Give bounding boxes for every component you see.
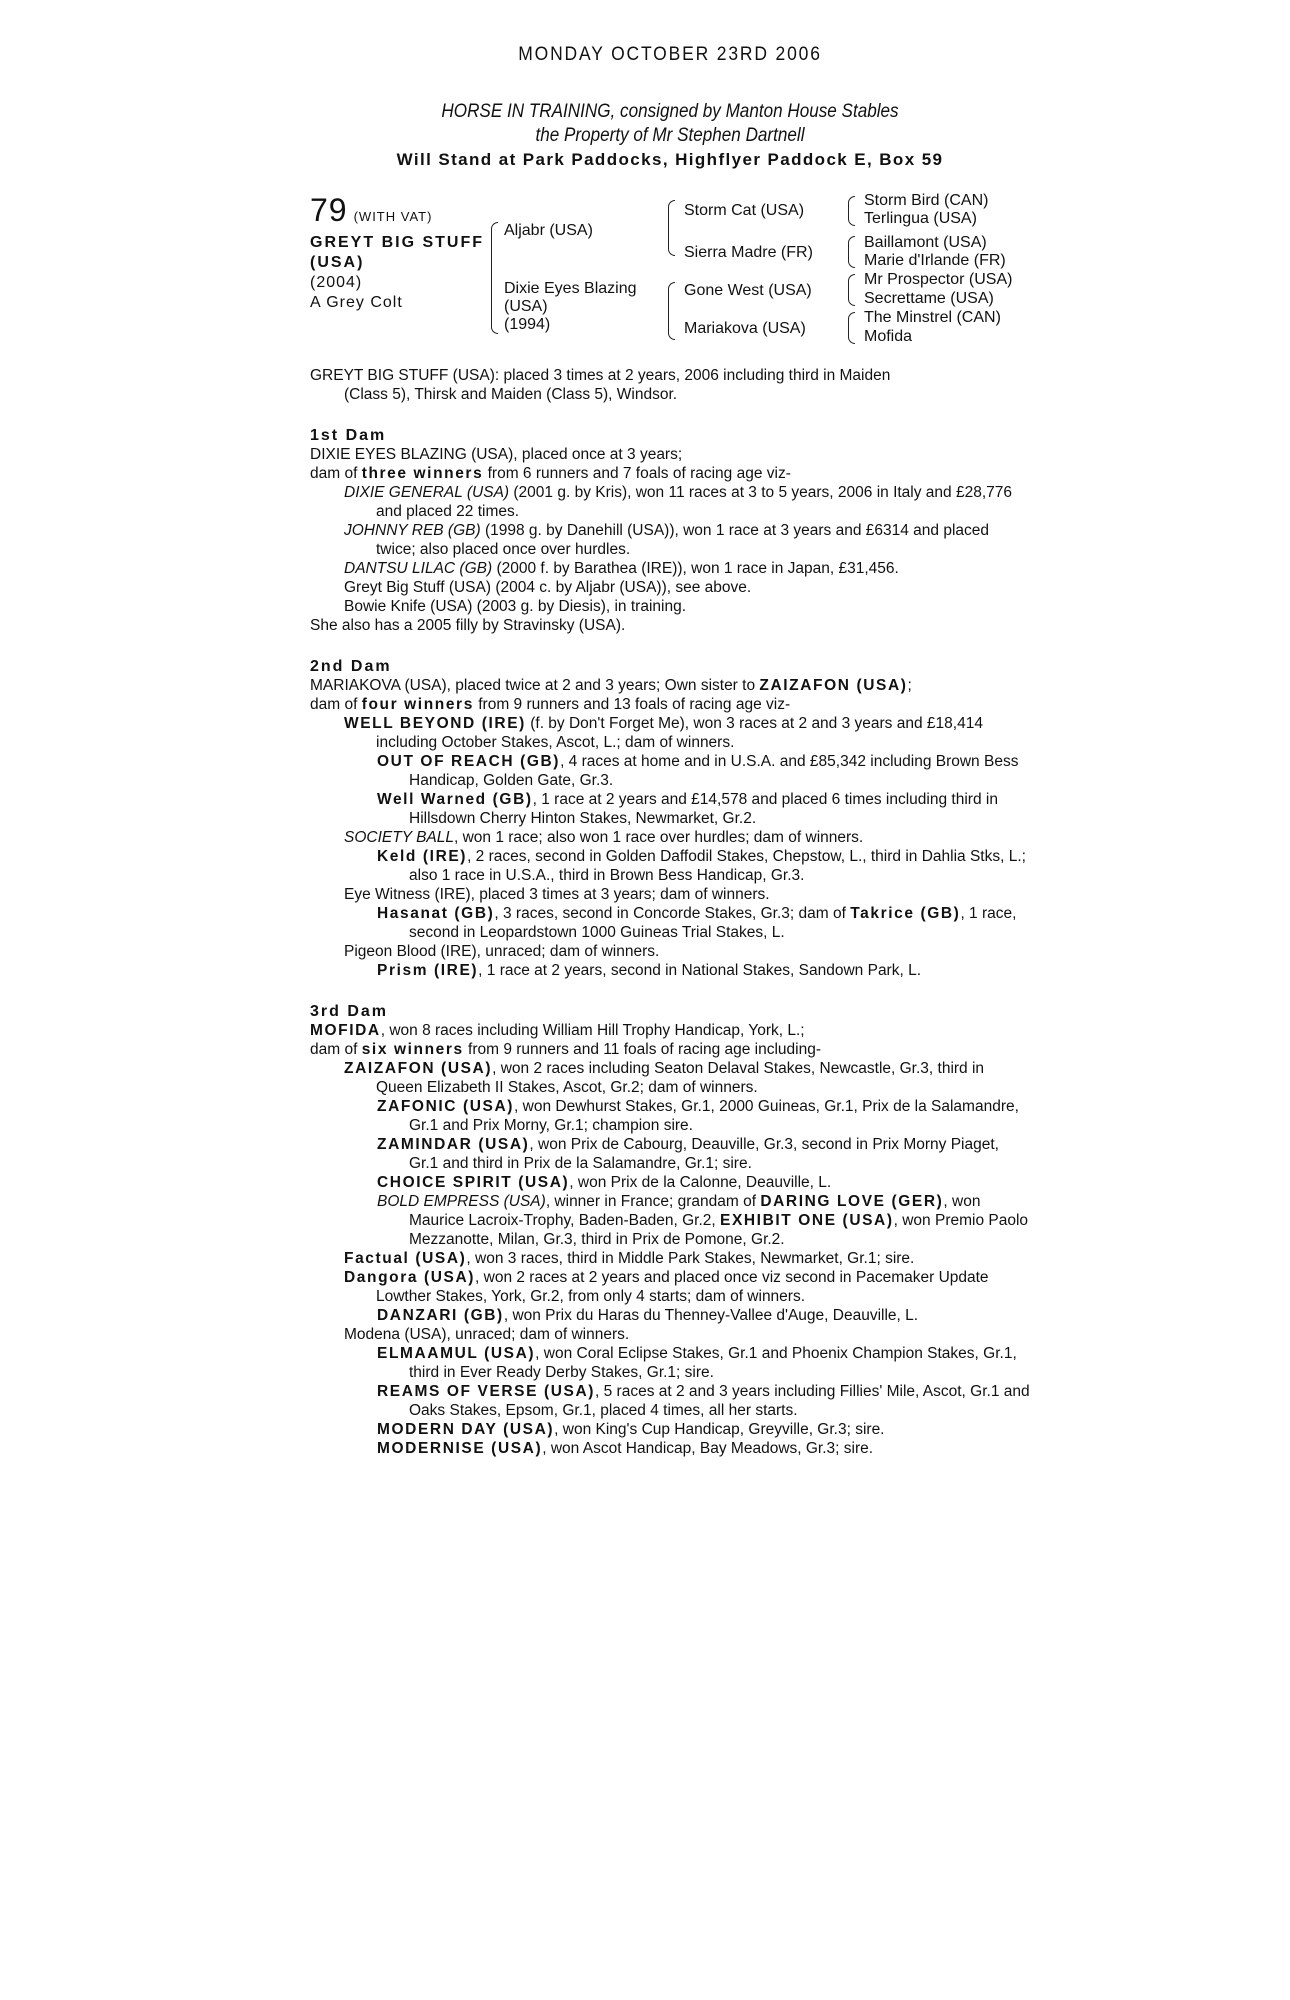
text-run: , 1 race, second in Leopardstown 1000 Guineas Trial Stakes, L. [409,905,1017,941]
text-run: REAMS OF VERSE (USA) [377,1383,596,1400]
section-heading: 1st Dam [310,427,387,444]
sale-date: MONDAY OCTOBER 23RD 2006 [518,44,822,65]
offspring-entry [310,1249,1030,1268]
text-run: , 4 races at home and in U.S.A. and £85,342 including Brown Bess Handicap, Golden Gate, Gr.3. [409,753,1019,789]
text-run: Takrice (GB) [850,905,961,922]
offspring-entry [310,961,1030,980]
brace [848,274,855,306]
text-run: ELMAAMUL (USA) [377,1345,536,1362]
ss-dam: Terlingua (USA) [864,210,977,227]
sd-sire: Baillamont (USA) [864,234,987,251]
text-run: DANZARI (GB) [377,1307,504,1324]
offspring-entry: Modena (USA), unraced; dam of winners. [344,1326,630,1343]
text-run: dam of [310,696,362,713]
text-run: , won King's Cup Handicap, Greyville, Gr.3; sire. [554,1421,885,1438]
text-run: MARIAKOVA (USA), placed twice at 2 and 3 years; Own sister to [310,677,760,694]
offspring-entry [310,1059,1030,1097]
text-run: dam of [310,465,362,482]
offspring-note: She also has a 2005 filly by Stravinsky (USA). [310,617,626,634]
dam-sire: Gone West (USA) [684,282,812,299]
dam-dam: Mariakova (USA) [684,320,806,337]
sire-dam: Sierra Madre (FR) [684,244,813,261]
text-run: , won 3 races, third in Middle Park Stakes, Newmarket, Gr.1; sire. [466,1250,915,1267]
text-run: Dangora (USA) [344,1269,476,1286]
text-run: BOLD EMPRESS (USA) [377,1193,546,1210]
text-run: (2000 f. by Barathea (IRE)), won 1 race in Japan, £31,456. [492,560,899,577]
vat-note: (WITH VAT) [353,209,433,224]
text-run: ZAIZAFON (USA) [759,677,908,694]
text-run: (1998 g. by Danehill (USA)), won 1 race at 3 years and £6314 and placed twice; also placed once over hurdles. [376,522,990,558]
offspring-entry [310,1306,1030,1325]
horse-description: A Grey Colt [310,294,403,311]
text-run: DIXIE GENERAL (USA) [344,484,510,501]
text-run: ZAIZAFON (USA) [344,1060,493,1077]
text-run: CHOICE SPIRIT (USA) [377,1174,570,1191]
section-heading: 2nd Dam [310,658,392,675]
text-run: from 9 runners and 11 foals of racing age including- [463,1041,822,1058]
section-heading: 3rd Dam [310,1003,389,1020]
offspring-entry: Pigeon Blood (IRE), unraced; dam of winners. [344,943,660,960]
lot-number-row [310,192,432,229]
brace [668,282,675,340]
offspring-entry [310,1268,1030,1306]
text-run: , 1 race at 2 years, second in National Stakes, Sandown Park, L. [478,962,922,979]
ds-dam: Secrettame (USA) [864,290,994,307]
text-run: Prism (IRE) [377,962,479,979]
text-run: SOCIETY BALL [344,829,454,846]
horse-year: (2004) [310,274,363,291]
text-run: , won Maurice Lacroix-Trophy, Baden-Baden, Gr.2, [409,1193,981,1229]
offspring-entry: Greyt Big Stuff (USA) (2004 c. by Aljabr (USA)), see above. [344,579,752,596]
offspring-entry [310,1097,1030,1135]
brace [848,312,855,344]
offspring-entry [310,847,1030,885]
property-line: the Property of Mr Stephen Dartnell [535,125,805,146]
offspring-entry [310,790,1030,828]
text-run: MODERN DAY (USA) [377,1421,555,1438]
dam-line [310,1021,1030,1040]
dam-year: (1994) [504,316,551,333]
dam-country: (USA) [504,298,548,315]
horse-country: (USA) [310,254,365,271]
catalogue-text [310,366,1030,1458]
text-run: JOHNNY REB (GB) [344,522,481,539]
offspring-entry [310,1344,1030,1382]
text-run: dam of [310,1041,362,1058]
text-run: Factual (USA) [344,1250,467,1267]
text-run: , won 2 races at 2 years and placed once viz second in Pacemaker Update Lowther Stakes, York, Gr.2, from only 4 starts; dam of winners. [376,1269,989,1305]
text-run: three winners [361,465,484,482]
offspring-entry [310,1382,1030,1420]
offspring-entry [310,1173,1030,1192]
offspring-entry [310,521,1030,559]
text-run: WELL BEYOND (IRE) [344,715,526,732]
offspring-entry [310,1192,1030,1249]
text-run: , won Dewhurst Stakes, Gr.1, 2000 Guineas, Gr.1, Prix de la Salamandre, Gr.1 and Prix Morny, Gr.1; champion sire. [409,1098,1019,1134]
text-run: ZAFONIC (USA) [377,1098,515,1115]
text-run: MOFIDA [310,1022,381,1039]
text-run: four winners [361,696,474,713]
sd-dam: Marie d'Irlande (FR) [864,252,1006,269]
brace [848,196,855,226]
text-run: , won 8 races including William Hill Trophy Handicap, York, L.; [380,1022,805,1039]
offspring-entry [310,1135,1030,1173]
sire: Aljabr (USA) [504,222,593,239]
text-run: , 5 races at 2 and 3 years including Fillies' Mile, Ascot, Gr.1 and Oaks Stakes, Epsom, Gr.1, placed 4 times, all her starts. [409,1383,1030,1419]
offspring-entry: Eye Witness (IRE), placed 3 times at 3 years; dam of winners. [344,886,770,903]
text-run: , 1 race at 2 years and £14,578 and placed 6 times including third in Hillsdown Cherry Hinton Stakes, Newmarket, Gr.2. [409,791,998,827]
ss-sire: Storm Bird (CAN) [864,192,989,209]
offspring-entry [310,1420,1030,1439]
text-run: OUT OF REACH (GB) [377,753,561,770]
text-run: ; [907,677,912,694]
brace [491,222,498,334]
text-run: Keld (IRE) [377,848,468,865]
consignor-line: HORSE IN TRAINING, consigned by Manton House Stables [441,101,899,122]
intro-line: GREYT BIG STUFF (USA): placed 3 times at 2 years, 2006 including third in Maiden [310,367,891,384]
lot-number: 79 [310,192,348,228]
text-run: , 3 races, second in Concorde Stakes, Gr.3; dam of [494,905,851,922]
dam-line [310,676,1030,695]
ds-sire: Mr Prospector (USA) [864,271,1013,288]
text-run: EXHIBIT ONE (USA) [720,1212,894,1229]
intro-line: (Class 5), Thirsk and Maiden (Class 5), Windsor. [344,386,678,403]
text-run: from 6 runners and 7 foals of racing age viz- [483,465,791,482]
text-run: , won Prix de la Calonne, Deauville, L. [569,1174,832,1191]
offspring-entry [310,1439,1030,1458]
text-run: six winners [361,1041,464,1058]
offspring-entry [310,714,1030,752]
text-run: Hasanat (GB) [377,905,495,922]
offspring-entry [310,904,1030,942]
text-run: , won Prix de Cabourg, Deauville, Gr.3, second in Prix Morny Piaget, Gr.1 and third in Prix de la Salamandre, Gr.1; sire. [409,1136,999,1172]
offspring-entry: Bowie Knife (USA) (2003 g. by Diesis), in training. [344,598,687,615]
dd-sire: The Minstrel (CAN) [864,309,1001,326]
offspring-entry [310,559,1030,578]
text-run: (2001 g. by Kris), won 11 races at 3 to 5 years, 2006 in Italy and £28,776 and placed 22 times. [376,484,1012,520]
text-run: , won 1 race; also won 1 race over hurdles; dam of winners. [453,829,864,846]
text-run: , winner in France; grandam of [545,1193,761,1210]
sire-sire: Storm Cat (USA) [684,202,805,219]
stand-location: Will Stand at Park Paddocks, Highflyer Paddock E, Box 59 [396,150,944,169]
horse-name: GREYT BIG STUFF [310,234,484,251]
text-run: , won Premio Paolo Mezzanotte, Milan, Gr.3, third in Prix de Pomone, Gr.2. [409,1212,1029,1248]
text-run: , won Prix du Haras du Thenney-Vallee d'Auge, Deauville, L. [503,1307,919,1324]
offspring-entry [310,483,1030,521]
offspring-entry [310,828,1030,847]
dd-dam: Mofida [864,328,913,345]
dam-name: Dixie Eyes Blazing [504,280,637,297]
text-run: from 9 runners and 13 foals of racing age viz- [473,696,791,713]
brace [848,236,855,268]
dam-summary [310,464,1030,483]
text-run: Well Warned (GB) [377,791,533,808]
text-run: MODERNISE (USA) [377,1440,543,1457]
text-run: , won Coral Eclipse Stakes, Gr.1 and Phoenix Champion Stakes, Gr.1, third in Ever Ready Derby Stakes, Gr.1; sire. [409,1345,1017,1381]
dam-summary [310,1040,1030,1059]
offspring-entry [310,752,1030,790]
text-run: DARING LOVE (GER) [760,1193,944,1210]
consignor-block [346,100,994,148]
text-run: ZAMINDAR (USA) [377,1136,530,1153]
text-run: , won 2 races including Seaton Delaval Stakes, Newcastle, Gr.3, third in Queen Elizabeth II Stakes, Ascot, Gr.2; dam of winners. [376,1060,985,1096]
brace [668,200,675,256]
text-run: , 2 races, second in Golden Daffodil Stakes, Chepstow, L., third in Dahlia Stks, L.; also 1 race in U.S.A., third in Brown Bess Handicap, Gr.3. [409,848,1026,884]
text-run: DANTSU LILAC (GB) [344,560,493,577]
horse-details [310,233,484,313]
text-run: (f. by Don't Forget Me), won 3 races at 2 and 3 years and £18,414 including October Stakes, Ascot, L.; dam of winners. [376,715,983,751]
dam-line: DIXIE EYES BLAZING (USA), placed once at 3 years; [310,446,683,463]
dam-summary [310,695,1030,714]
text-run: , won Ascot Handicap, Bay Meadows, Gr.3; sire. [542,1440,874,1457]
